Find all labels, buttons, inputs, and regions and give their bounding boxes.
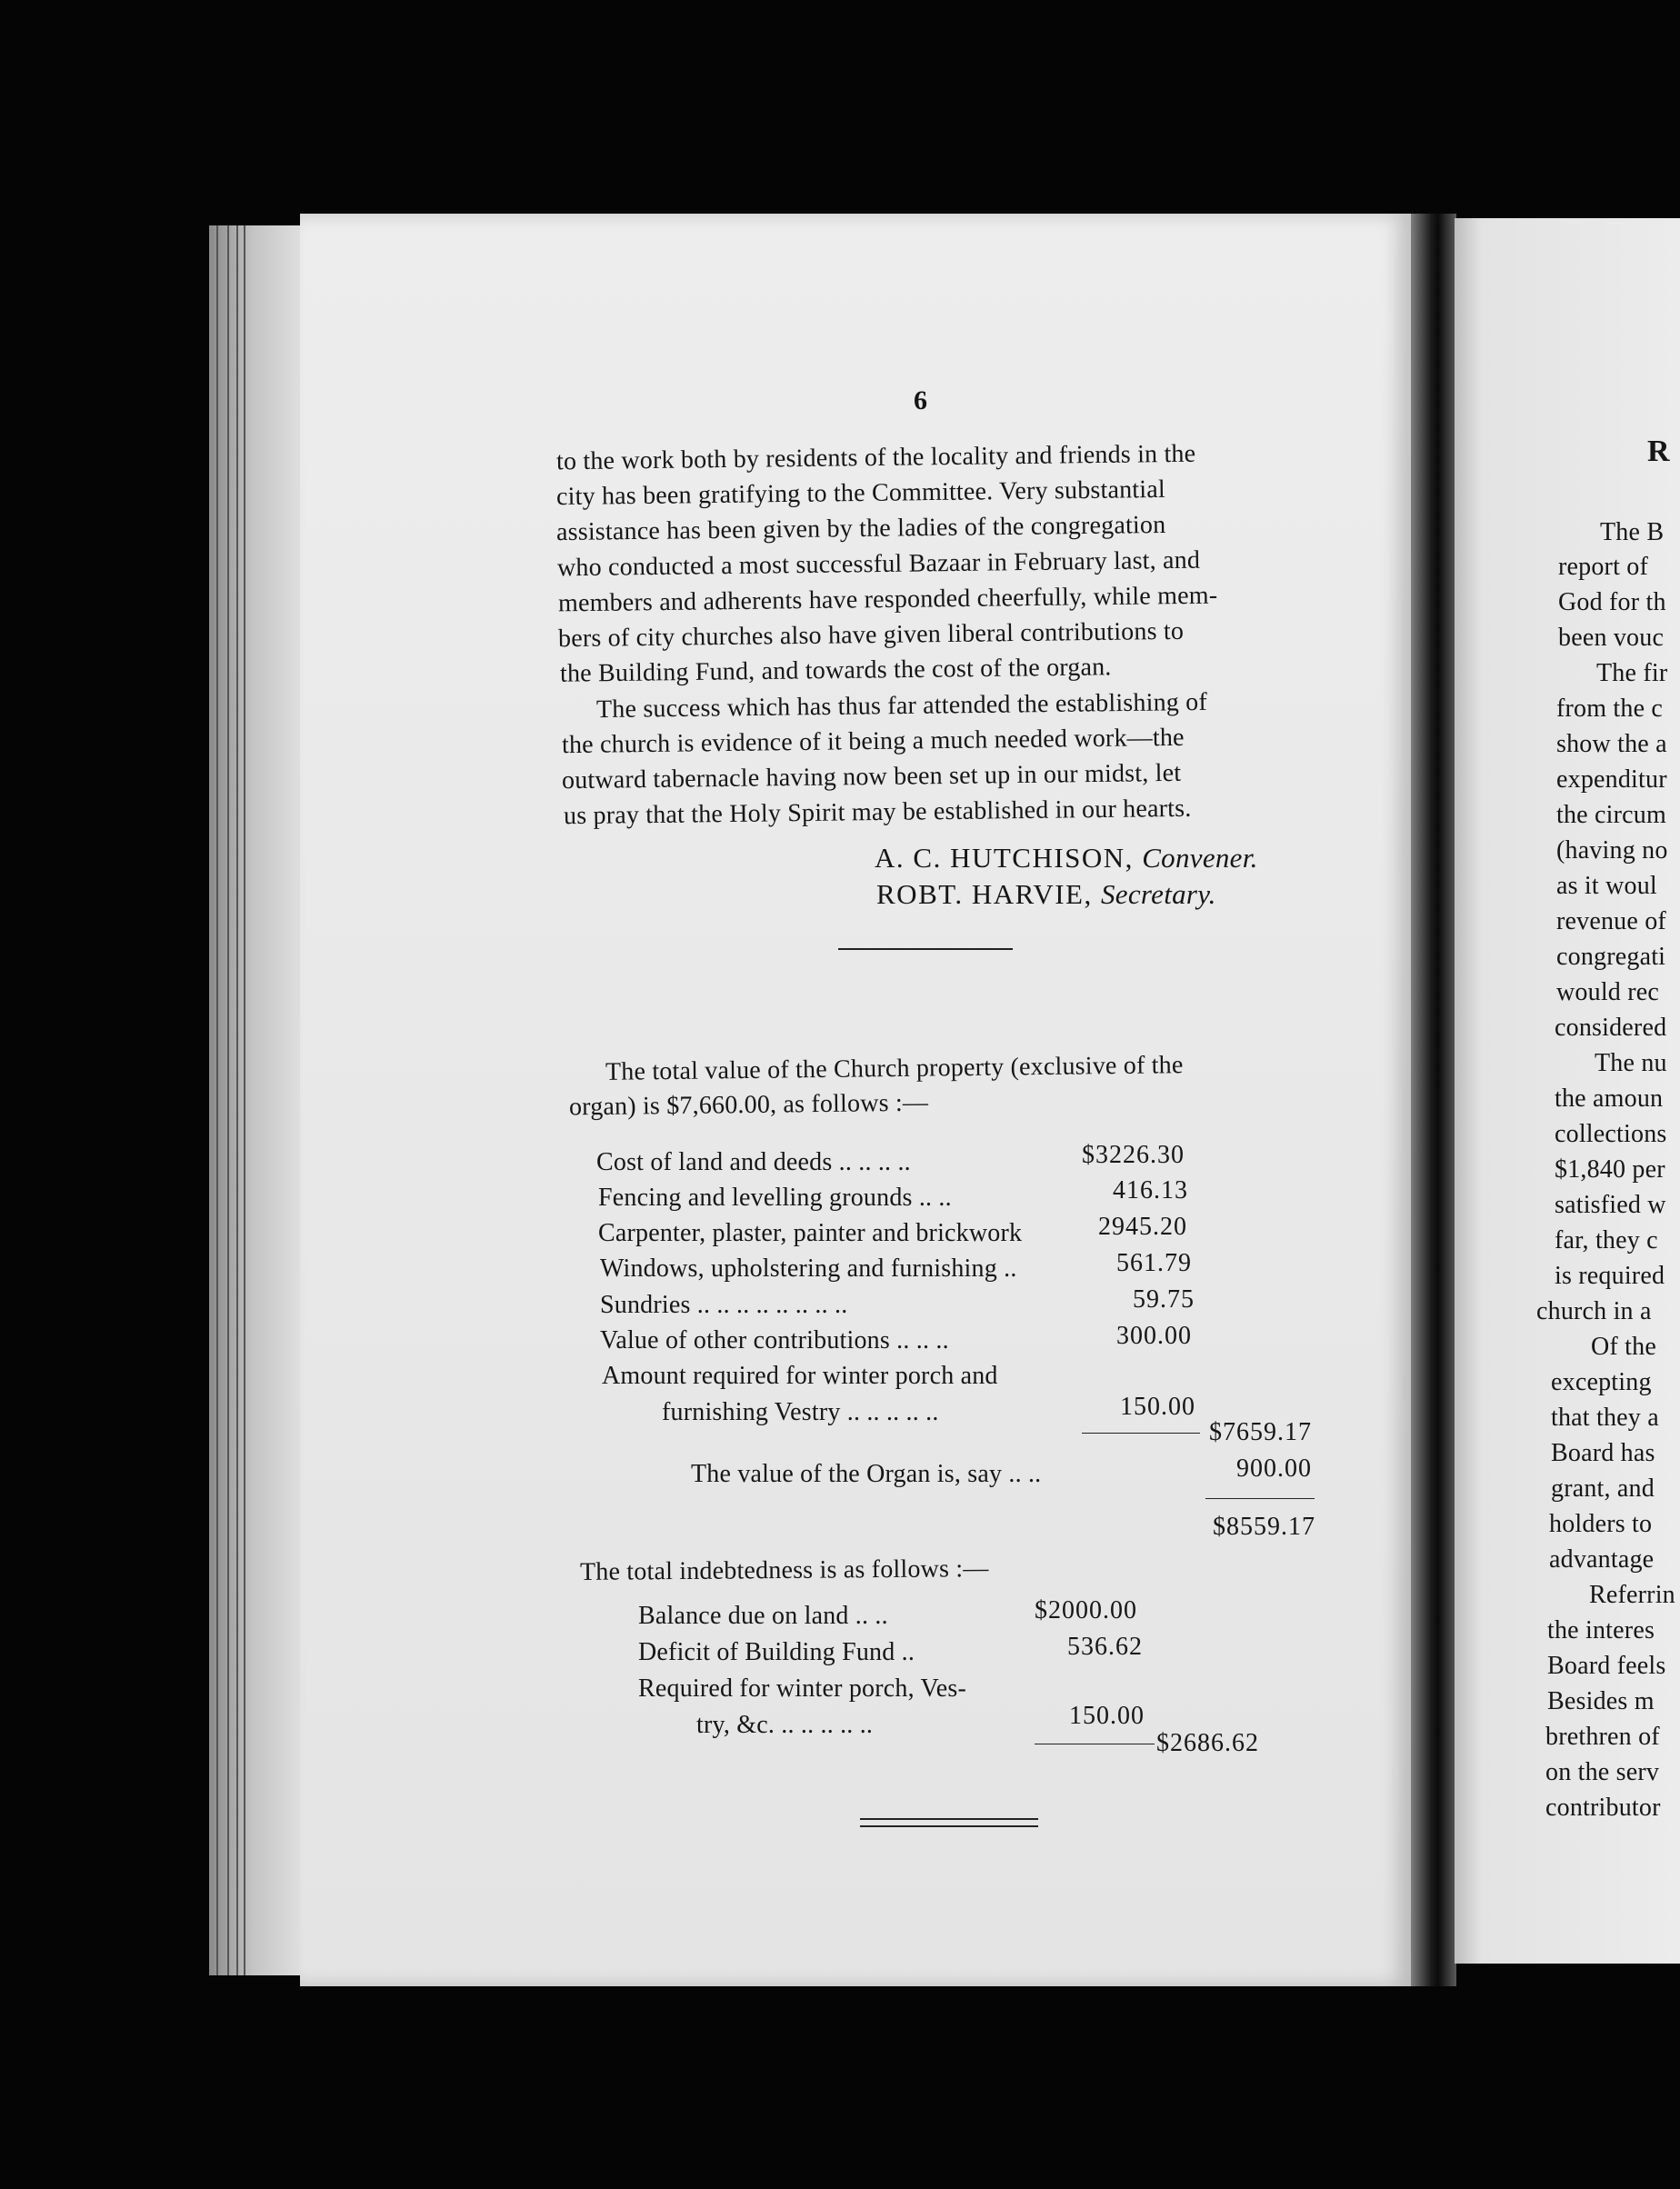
indebtedness-intro: The total indebtedness is as follows :— [579,1554,989,1586]
debt-item-amount: 536.62 [1067,1633,1143,1661]
property-item-label: Windows, upholstering and furnishing .. [600,1254,1017,1283]
facing-line: far, they c [1555,1226,1658,1254]
facing-line: satisfied w [1555,1191,1666,1219]
facing-line: church in a [1536,1297,1652,1325]
property-grand-total: $8559.17 [1213,1513,1315,1541]
property-item-amount: 59.75 [1133,1285,1195,1314]
facing-line: Besides m [1547,1687,1655,1715]
paragraph-line: outward tabernacle having now been set up in our midst, let [561,758,1182,795]
facing-line: revenue of [1556,907,1666,935]
facing-line: as it woul [1556,872,1657,900]
property-subtotal: $7659.17 [1209,1418,1312,1446]
debt-item-label: Deficit of Building Fund .. [638,1638,915,1666]
paragraph-line: the church is evidence of it being a much needed work—the [561,723,1185,760]
property-item-label: Sundries .. .. .. .. .. .. .. .. [600,1291,848,1319]
debt-item-amount: $2000.00 [1035,1596,1137,1624]
facing-line: is required [1555,1262,1665,1290]
facing-line: on the serv [1545,1758,1660,1786]
facing-line: expenditur [1556,765,1667,794]
facing-line: that they a [1551,1404,1659,1432]
facing-line: the interes [1547,1616,1655,1644]
debt-item-amount: 150.00 [1069,1702,1145,1730]
facing-line: congregati [1556,943,1666,971]
paragraph-line: the Building Fund, and towards the cost of the organ. [559,653,1112,688]
debt-item-label: try, &c. .. .. .. .. .. [696,1711,874,1739]
paragraph-line: who conducted a most successful Bazaar in February last, and [556,545,1201,583]
facing-line: The B [1600,518,1665,546]
facing-line: Board feels [1547,1652,1666,1680]
property-item-amount: 561.79 [1116,1249,1192,1277]
facing-line: the circum [1556,801,1666,829]
facing-line: considered [1555,1014,1667,1042]
property-intro-line: The total value of the Church property (exclusive of the [605,1051,1184,1086]
page-number: 6 [914,385,927,415]
facing-line: report of [1558,553,1648,581]
property-item-label: Fencing and levelling grounds .. .. [598,1184,952,1212]
facing-line: The fir [1596,659,1668,687]
debt-total: $2686.62 [1156,1729,1259,1757]
paragraph-line: The success which has thus far attended the establishing of [595,687,1208,725]
facing-line: (having no [1556,836,1668,865]
signature-role: Convener. [1142,842,1258,874]
property-item-label: Amount required for winter porch and [602,1362,998,1390]
facing-line: The nu [1595,1049,1667,1077]
organ-amount: 900.00 [1236,1454,1312,1483]
facing-line: excepting [1551,1368,1652,1396]
signature-name: A. C. HUTCHISON, [875,842,1134,874]
property-item-amount: 150.00 [1120,1393,1195,1421]
property-item-amount: 2945.20 [1098,1213,1187,1241]
facing-line: would rec [1556,978,1659,1006]
facing-line: God for th [1558,588,1666,616]
facing-line: Board has [1551,1439,1655,1467]
facing-line: been vouc [1558,624,1665,652]
property-item-amount: 300.00 [1116,1322,1192,1350]
property-intro-line: organ) is $7,660.00, as follows :— [568,1088,929,1122]
paragraph-line: bers of city churches also have given liberal contributions to [557,616,1185,654]
paragraph-line: to the work both by residents of the locality and friends in the [555,439,1196,476]
property-item-amount: 416.13 [1113,1176,1188,1204]
property-item-label: Value of other contributions .. .. .. [600,1326,949,1354]
facing-line: brethren of [1545,1723,1660,1751]
facing-line: from the c [1556,695,1664,723]
paragraph-line: us pray that the Holy Spirit may be established in our hearts. [563,794,1192,831]
property-item-label: Cost of land and deeds .. .. .. .. [596,1148,911,1176]
property-item-label: furnishing Vestry .. .. .. .. .. [662,1398,939,1426]
property-item-label: Carpenter, plaster, painter and brickwork [598,1219,1023,1247]
paragraph-line: assistance has been given by the ladies of the congregation [555,510,1166,547]
facing-line: contributor [1545,1794,1661,1822]
facing-line: advantage [1549,1545,1655,1574]
facing-line: holders to [1549,1510,1653,1538]
facing-line: collections [1555,1120,1667,1148]
debt-item-label: Balance due on land .. .. [638,1602,888,1630]
facing-heading-fragment: R [1647,435,1670,468]
facing-line: the amoun [1555,1085,1664,1113]
signature-role: Secretary. [1101,878,1216,910]
facing-line: show the a [1556,730,1667,758]
debt-item-label: Required for winter porch, Ves- [638,1674,967,1703]
property-item-amount: $3226.30 [1082,1141,1185,1169]
facing-line: Referrin [1589,1581,1675,1609]
facing-line: $1,840 per [1555,1155,1665,1184]
facing-line: Of the [1591,1333,1656,1361]
paragraph-line: members and adherents have responded cheerfully, while mem- [557,581,1218,618]
facing-line: grant, and [1551,1474,1655,1503]
organ-label: The value of the Organ is, say .. .. [691,1460,1042,1488]
paragraph-line: city has been gratifying to the Committee. Very substantial [555,475,1166,512]
signature-name: ROBT. HARVIE, [876,878,1093,910]
